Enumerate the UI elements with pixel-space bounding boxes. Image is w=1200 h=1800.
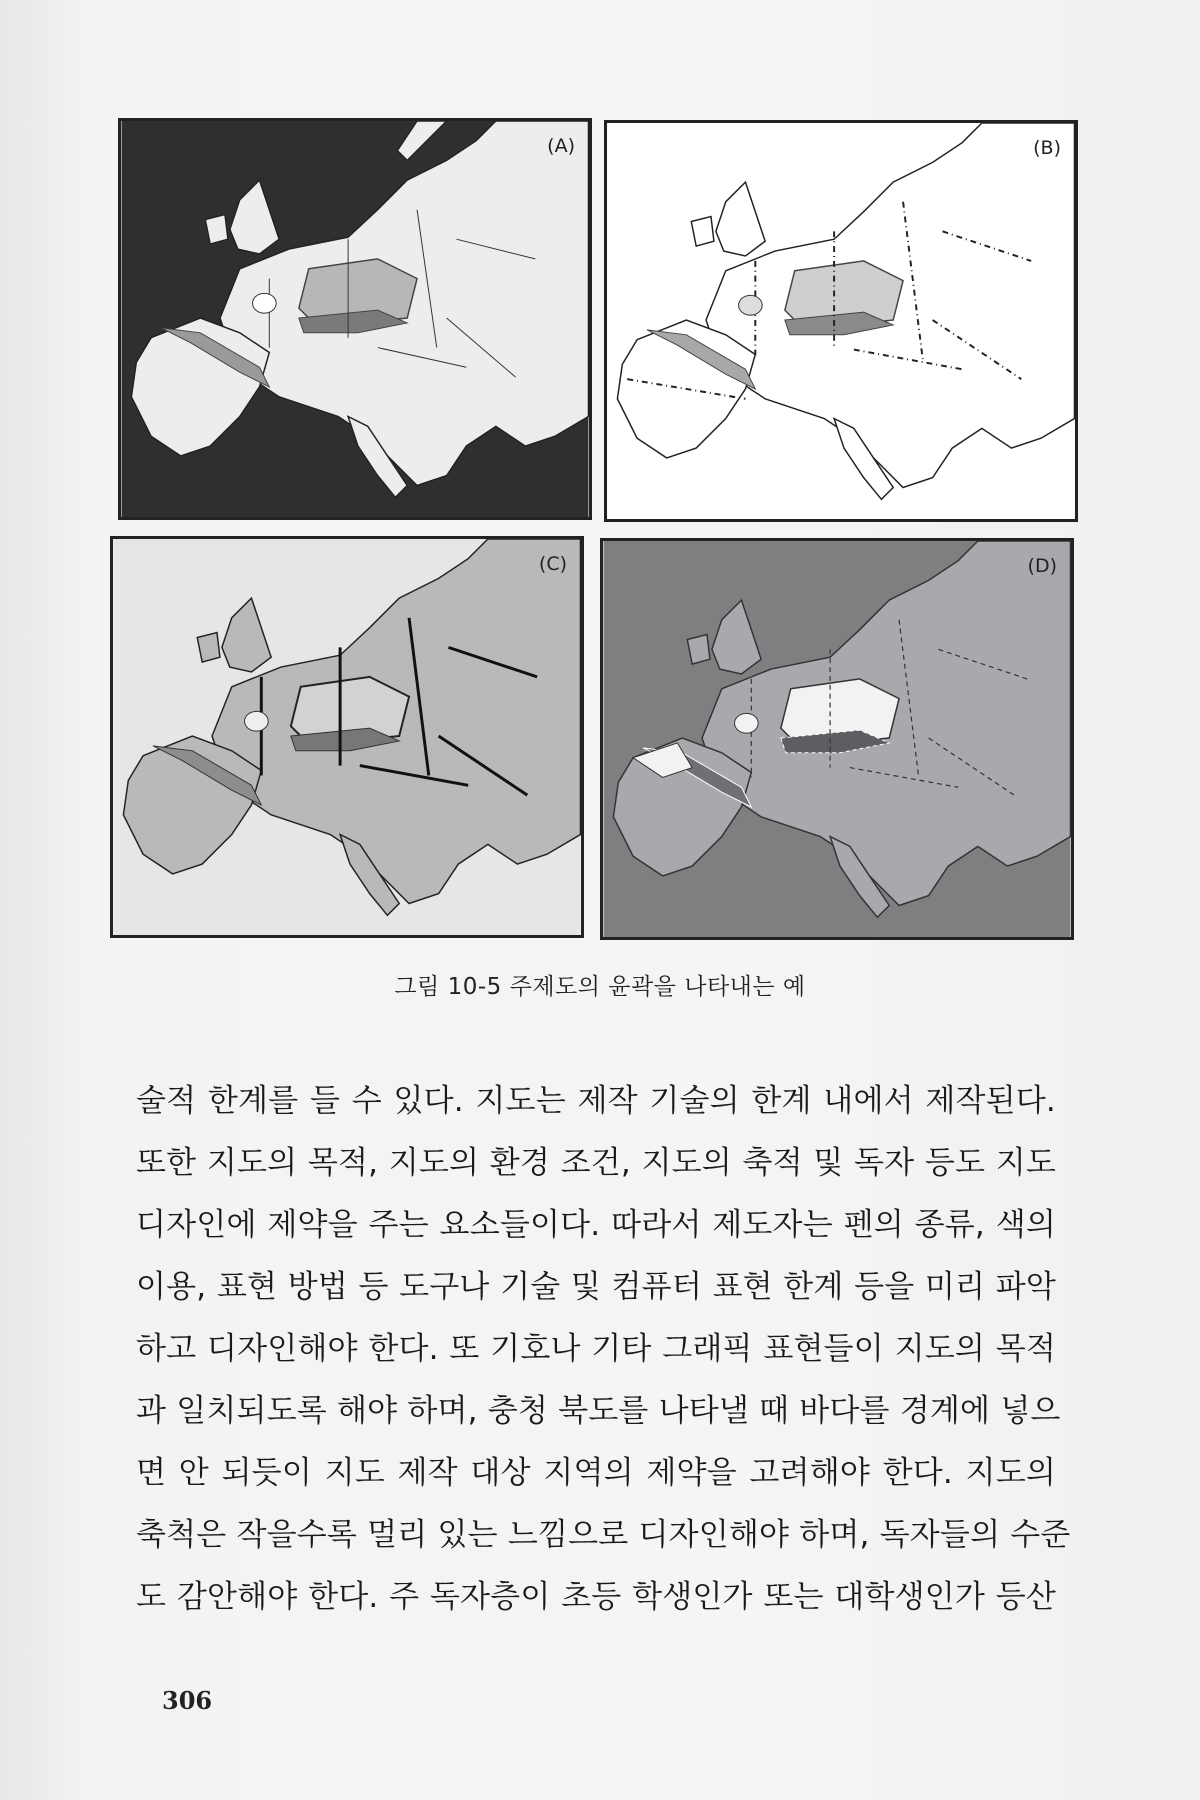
map-panel-a bbox=[118, 118, 592, 520]
panel-label-c: (C) bbox=[538, 553, 567, 575]
text-line: 과 일치되도록 해야 하며, 충청 북도를 나타낼 때 바다를 경계에 넣으 bbox=[136, 1393, 1061, 1429]
map-d-graphic bbox=[603, 541, 1071, 937]
text-line: 면 안 되듯이 지도 제작 대상 지역의 제약을 고려해야 한다. 지도의 bbox=[136, 1455, 1056, 1491]
map-c-graphic bbox=[113, 539, 581, 935]
map-a-graphic bbox=[121, 121, 589, 517]
map-figure bbox=[110, 118, 1084, 938]
body-paragraph bbox=[136, 1070, 1071, 1628]
map-panel-b bbox=[604, 120, 1078, 522]
text-line: 하고 디자인해야 한다. 또 기호나 기타 그래픽 표현들이 지도의 목적 bbox=[136, 1331, 1056, 1367]
panel-label-d: (D) bbox=[1027, 555, 1057, 577]
text-line: 축척은 작을수록 멀리 있는 느낌으로 디자인해야 하며, 독자들의 수준 bbox=[136, 1517, 1071, 1553]
map-panel-c bbox=[110, 536, 584, 938]
figure-caption: 그림 10-5 주제도의 윤곽을 나타내는 예 bbox=[394, 974, 806, 1000]
map-panel-d bbox=[600, 538, 1074, 940]
text-line: 도 감안해야 한다. 주 독자층이 초등 학생인가 또는 대학생인가 등산 bbox=[136, 1579, 1056, 1615]
text-line: 디자인에 제약을 주는 요소들이다. 따라서 제도자는 펜의 종류, 색의 bbox=[136, 1207, 1056, 1243]
text-line: 또한 지도의 목적, 지도의 환경 조건, 지도의 축적 및 독자 등도 지도 bbox=[136, 1145, 1056, 1181]
text-line: 술적 한계를 들 수 있다. 지도는 제작 기술의 한계 내에서 제작된다. bbox=[136, 1083, 1056, 1119]
text-line: 이용, 표현 방법 등 도구나 기술 및 컴퓨터 표현 한계 등을 미리 파악 bbox=[136, 1269, 1056, 1305]
map-b-graphic bbox=[607, 123, 1075, 519]
panel-label-b: (B) bbox=[1033, 137, 1061, 159]
page-number: 306 bbox=[162, 1686, 213, 1715]
panel-label-a: (A) bbox=[547, 135, 575, 157]
